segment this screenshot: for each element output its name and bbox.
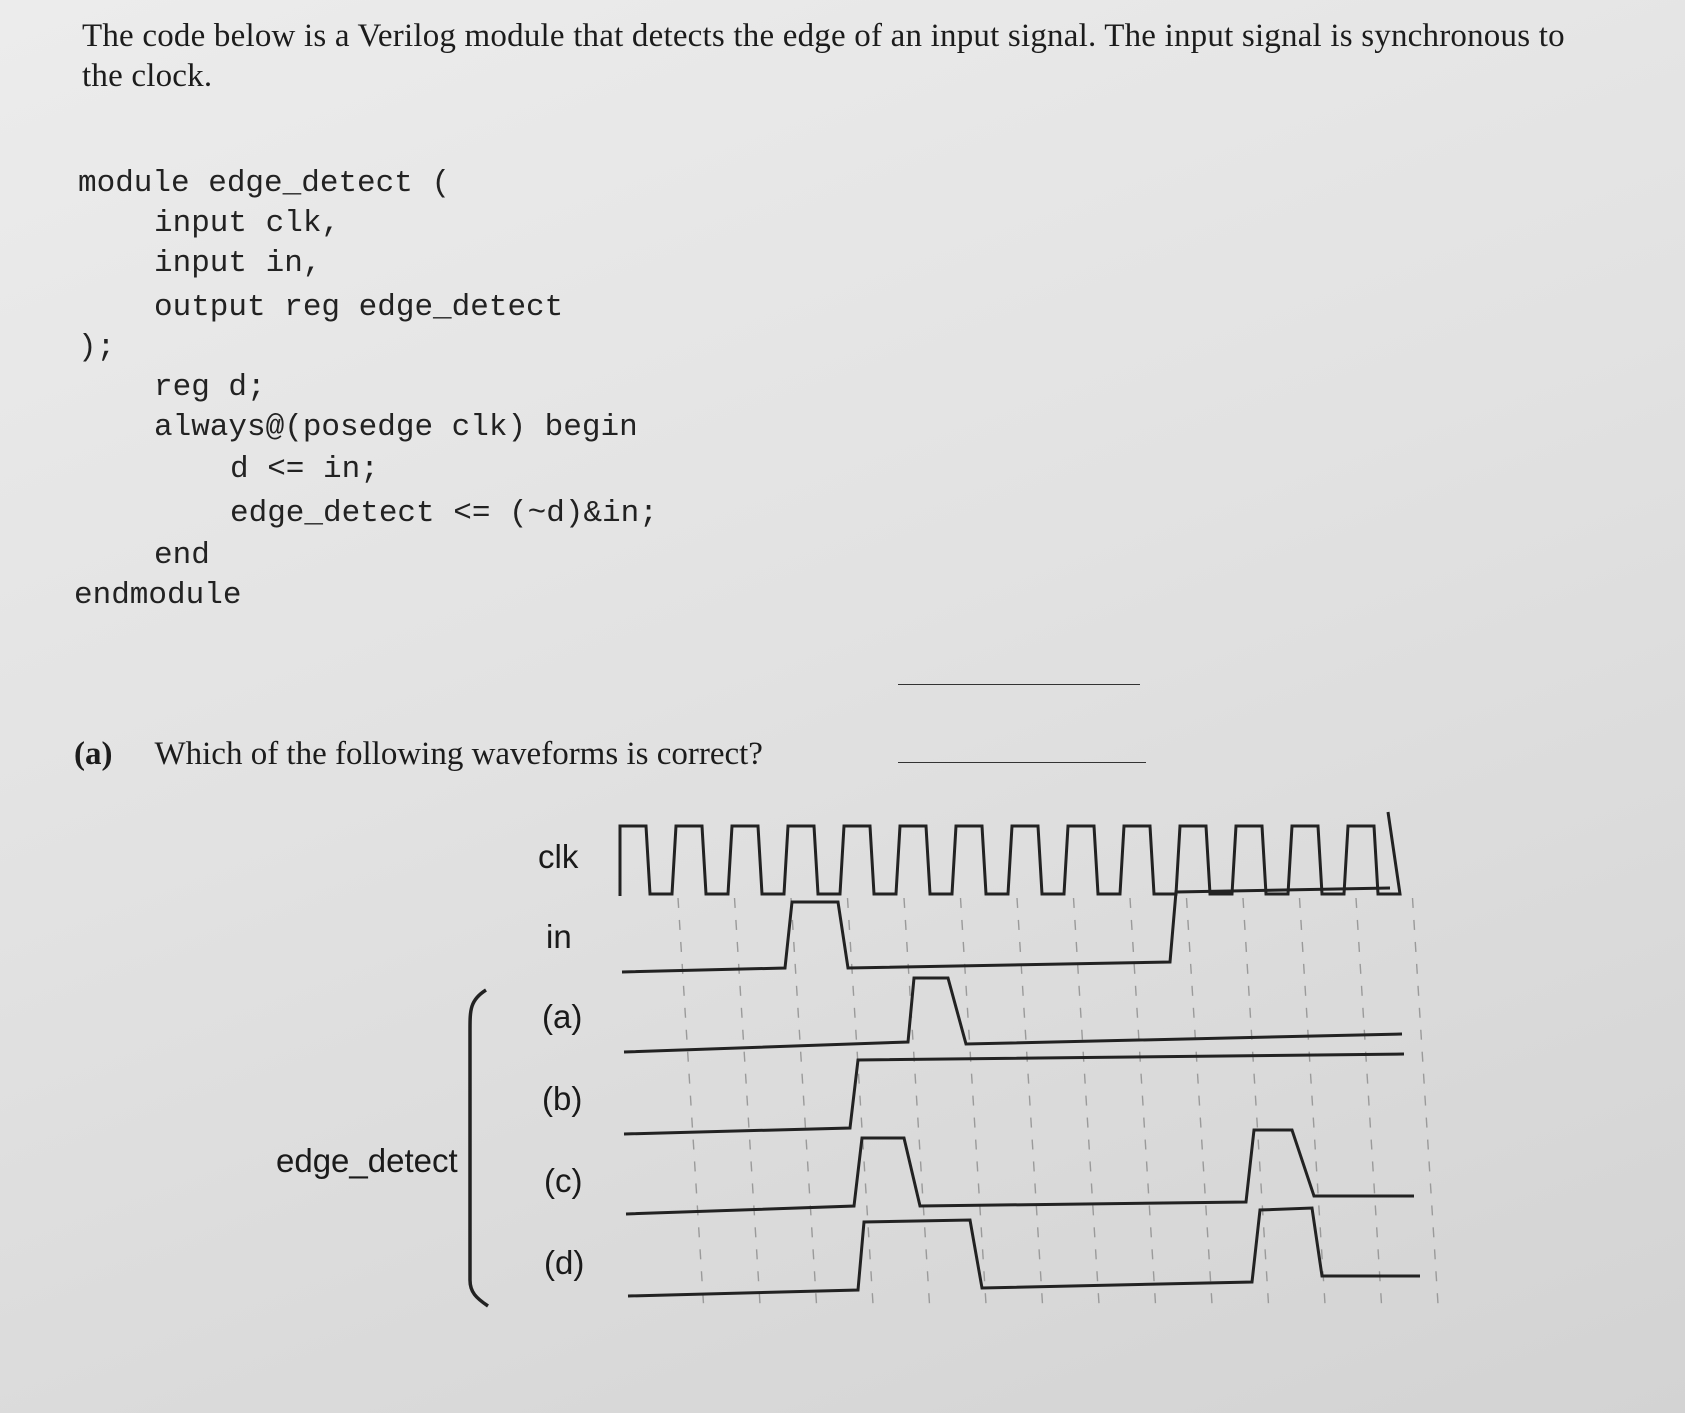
option-c-label: (c)	[544, 1162, 583, 1199]
edge-detect-label: edge_detect	[276, 1142, 458, 1179]
grid-line	[1356, 898, 1382, 1312]
option-b-label: (b)	[542, 1080, 583, 1117]
in-waveform	[622, 888, 1390, 972]
grid-line	[904, 898, 930, 1312]
question-text: Which of the following waveforms is correct?	[154, 736, 763, 772]
grid-line	[735, 898, 761, 1312]
edge-detect-brace	[470, 990, 488, 1306]
grid-line	[1413, 898, 1439, 1312]
grid-line	[1017, 898, 1043, 1312]
code-line: module edge_detect (	[78, 166, 451, 201]
code-line: end	[154, 538, 210, 573]
code-line: input in,	[154, 246, 322, 281]
grid-line	[1300, 898, 1326, 1312]
code-line: output reg edge_detect	[154, 290, 564, 325]
code-line: reg d;	[154, 370, 266, 405]
code-line: always@(posedge clk) begin	[154, 410, 638, 445]
waveform-b	[624, 1054, 1404, 1134]
grid-line	[1187, 898, 1213, 1312]
question-label: (a)	[74, 736, 113, 772]
option-a-label: (a)	[542, 998, 583, 1035]
grid-line	[1130, 898, 1156, 1312]
code-line-endmodule: endmodule	[74, 578, 242, 613]
code-line: input clk,	[154, 206, 341, 241]
code-line: );	[78, 330, 116, 365]
timing-grid	[678, 898, 1439, 1312]
in-label: in	[546, 918, 572, 955]
grid-line	[1074, 898, 1100, 1312]
clk-waveform	[620, 812, 1400, 896]
waveform-d	[628, 1208, 1420, 1296]
grid-line	[961, 898, 987, 1312]
grid-line	[678, 898, 704, 1312]
problem-intro: The code below is a Verilog module that detects the edge of an input signal. The input signal is synchronous to the clock.	[82, 18, 1565, 94]
option-d-label: (d)	[544, 1244, 585, 1281]
code-line: edge_detect <= (~d)&in;	[230, 496, 658, 531]
code-line: d <= in;	[230, 452, 379, 487]
waveform-c	[626, 1130, 1414, 1214]
clk-label: clk	[538, 838, 579, 875]
grid-line	[791, 898, 817, 1312]
